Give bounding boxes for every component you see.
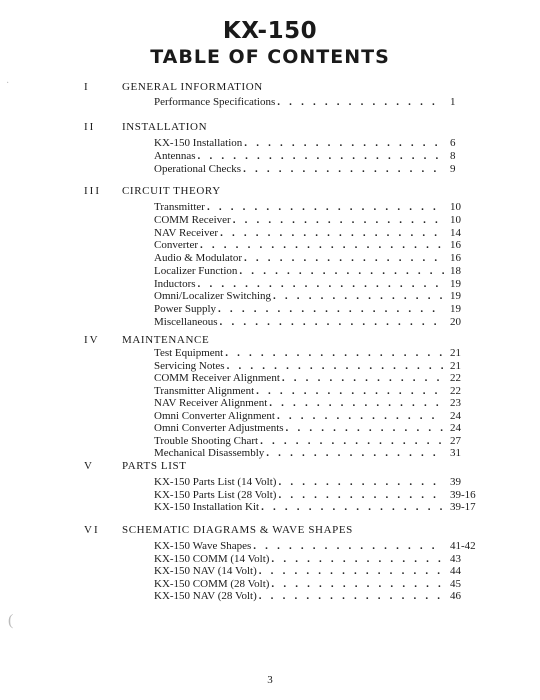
entry-page-number: 8 [450,150,456,162]
entry-title: COMM Receiver [154,213,231,226]
dot-leader [275,96,444,109]
dot-leader [275,410,444,423]
entry-page-number: 10 [450,201,461,213]
entry-title: KX-150 Parts List (28 Volt) [154,488,277,501]
toc-entry[interactable] [154,239,464,252]
entry-page-number: 24 [450,422,461,434]
dot-leader [257,565,444,578]
toc-entry[interactable] [154,553,464,566]
entry-title: COMM Receiver Alignment [154,372,280,384]
entry-page-number: 27 [450,434,461,447]
dot-leader [276,489,444,502]
dot-leader [231,214,444,227]
entry-title: KX-150 Installation [154,137,243,149]
entry-page-number: 31 [450,447,461,459]
section-numeral: III [84,185,101,197]
entry-page-number: 18 [450,264,461,277]
entry-page-number: 21 [450,347,461,359]
toc-entry[interactable] [154,214,464,227]
toc-entry[interactable] [154,303,464,316]
toc-entry[interactable] [154,435,464,448]
toc-entry[interactable] [154,578,464,591]
toc-entry[interactable] [154,150,464,163]
toc-entry[interactable] [154,397,464,410]
toc-entry[interactable] [154,265,464,278]
dot-leader [241,163,444,176]
toc-entry[interactable] [154,488,476,502]
toc-entry[interactable] [154,422,464,435]
entry-page-number: 39-16 [450,488,476,501]
dot-leader [264,447,444,460]
toc-entry[interactable] [154,137,464,150]
toc-entry[interactable] [154,201,464,214]
entry-page-number: 19 [450,303,461,315]
section-title: CIRCUIT THEORY [122,185,221,197]
entry-page-number: 6 [450,137,456,149]
entry-page-number: 44 [450,565,461,577]
entry-title: KX-150 Installation Kit [154,501,260,513]
entry-page-number: 39 [450,476,461,488]
dot-leader [218,227,444,240]
dot-leader [223,347,444,360]
entry-page-number: 14 [450,226,461,239]
dot-leader [267,397,444,410]
document-title: KX-150 [222,18,318,44]
entry-title: Audio & Modulator [154,252,242,264]
entry-title: Operational Checks [154,163,242,175]
dot-leader [196,278,444,291]
dot-leader [254,385,444,398]
entry-title: KX-150 COMM (28 Volt) [154,577,270,590]
toc-entry[interactable] [154,410,464,423]
dot-leader [251,540,444,553]
entry-page-number: 21 [450,359,461,372]
entry-page-number: 24 [450,409,461,422]
entry-title: NAV Receiver [154,226,219,239]
page-number: 3 [267,674,273,686]
toc-heading: TABLE OF CONTENTS [150,46,390,68]
entry-title: Performance Specifications [154,96,276,108]
entry-title: KX-150 Parts List (14 Volt) [154,476,277,488]
toc-entry[interactable] [154,501,476,514]
dot-leader [198,239,444,252]
dot-leader [237,265,444,278]
dot-leader [269,578,444,591]
toc-entry[interactable] [154,540,476,553]
entry-page-number: 20 [450,315,461,328]
section-title: MAINTENANCE [122,334,210,346]
entry-title: Mechanical Disassembly [154,447,265,459]
entry-title: Transmitter [154,201,205,213]
toc-entry[interactable] [154,227,464,240]
entry-title: Inductors [154,277,196,290]
toc-entry[interactable] [154,590,464,603]
entry-page-number: 23 [450,397,461,409]
dot-leader [242,137,444,150]
toc-entry[interactable] [154,565,464,578]
entry-page-number: 46 [450,590,461,602]
scan-speck: · [6,78,10,89]
toc-entry[interactable] [154,290,464,303]
entry-title: Servicing Notes [154,359,225,372]
dot-leader [284,422,444,435]
entry-page-number: 16 [450,239,461,252]
entry-title: KX-150 NAV (28 Volt) [154,590,257,602]
dot-leader [280,372,444,385]
entry-title: Antennas [154,150,196,162]
toc-entry[interactable] [154,252,464,265]
toc-entry[interactable] [154,96,464,109]
entry-title: KX-150 Wave Shapes [154,540,252,552]
entry-page-number: 22 [450,384,461,397]
dot-leader [242,252,444,265]
dot-leader [216,303,444,316]
dot-leader [218,316,444,329]
entry-page-number: 39-17 [450,501,476,513]
entry-page-number: 1 [450,96,456,108]
entry-page-number: 22 [450,372,461,384]
entry-title: KX-150 NAV (14 Volt) [154,565,257,577]
section-title: INSTALLATION [122,121,208,133]
dot-leader [276,476,444,489]
section-numeral: I [84,81,90,93]
entry-title: KX-150 COMM (14 Volt) [154,552,270,565]
scan-mark: ( [8,612,14,629]
dot-leader [205,201,444,214]
toc-entry[interactable] [154,316,464,329]
dot-leader [225,360,444,373]
toc-entry[interactable] [154,347,464,360]
entry-page-number: 43 [450,552,461,565]
section-numeral: IV [84,334,100,346]
section-title: PARTS LIST [122,460,187,472]
entry-title: Omni Converter Adjustments [154,422,284,434]
entry-page-number: 16 [450,252,461,264]
toc-entry[interactable] [154,163,464,176]
entry-title: Trouble Shooting Chart [154,434,259,447]
dot-leader [257,590,444,603]
entry-page-number: 19 [450,290,461,303]
entry-page-number: 45 [450,577,461,590]
entry-title: Localizer Function [154,264,238,277]
section-numeral: II [84,121,96,133]
toc-entry[interactable] [154,278,464,291]
section-title: GENERAL INFORMATION [122,81,263,93]
entry-title: Test Equipment [154,347,224,359]
toc-entry[interactable] [154,476,464,489]
entry-title: Omni/Localizer Switching [154,290,271,303]
entry-page-number: 41-42 [450,540,476,552]
entry-title: Transmitter Alignment [154,384,255,397]
dot-leader [259,501,444,514]
section-title: SCHEMATIC DIAGRAMS & WAVE SHAPES [122,524,353,536]
section-numeral: VI [84,524,100,536]
dot-leader [258,435,444,448]
dot-leader [269,553,444,566]
entry-page-number: 9 [450,163,456,175]
entry-title: Miscellaneous [154,315,218,328]
toc-entry[interactable] [154,385,464,398]
dot-leader [196,150,444,163]
entry-page-number: 19 [450,277,461,290]
entry-page-number: 10 [450,213,461,226]
dot-leader [271,290,444,303]
toc-entry[interactable] [154,360,464,373]
toc-entry[interactable] [154,372,464,385]
toc-entry[interactable] [154,447,464,460]
entry-title: Power Supply [154,303,217,315]
entry-title: Converter [154,239,198,252]
entry-title: NAV Receiver Alignment [154,397,268,409]
section-numeral: V [84,460,94,472]
entry-title: Omni Converter Alignment [154,409,275,422]
